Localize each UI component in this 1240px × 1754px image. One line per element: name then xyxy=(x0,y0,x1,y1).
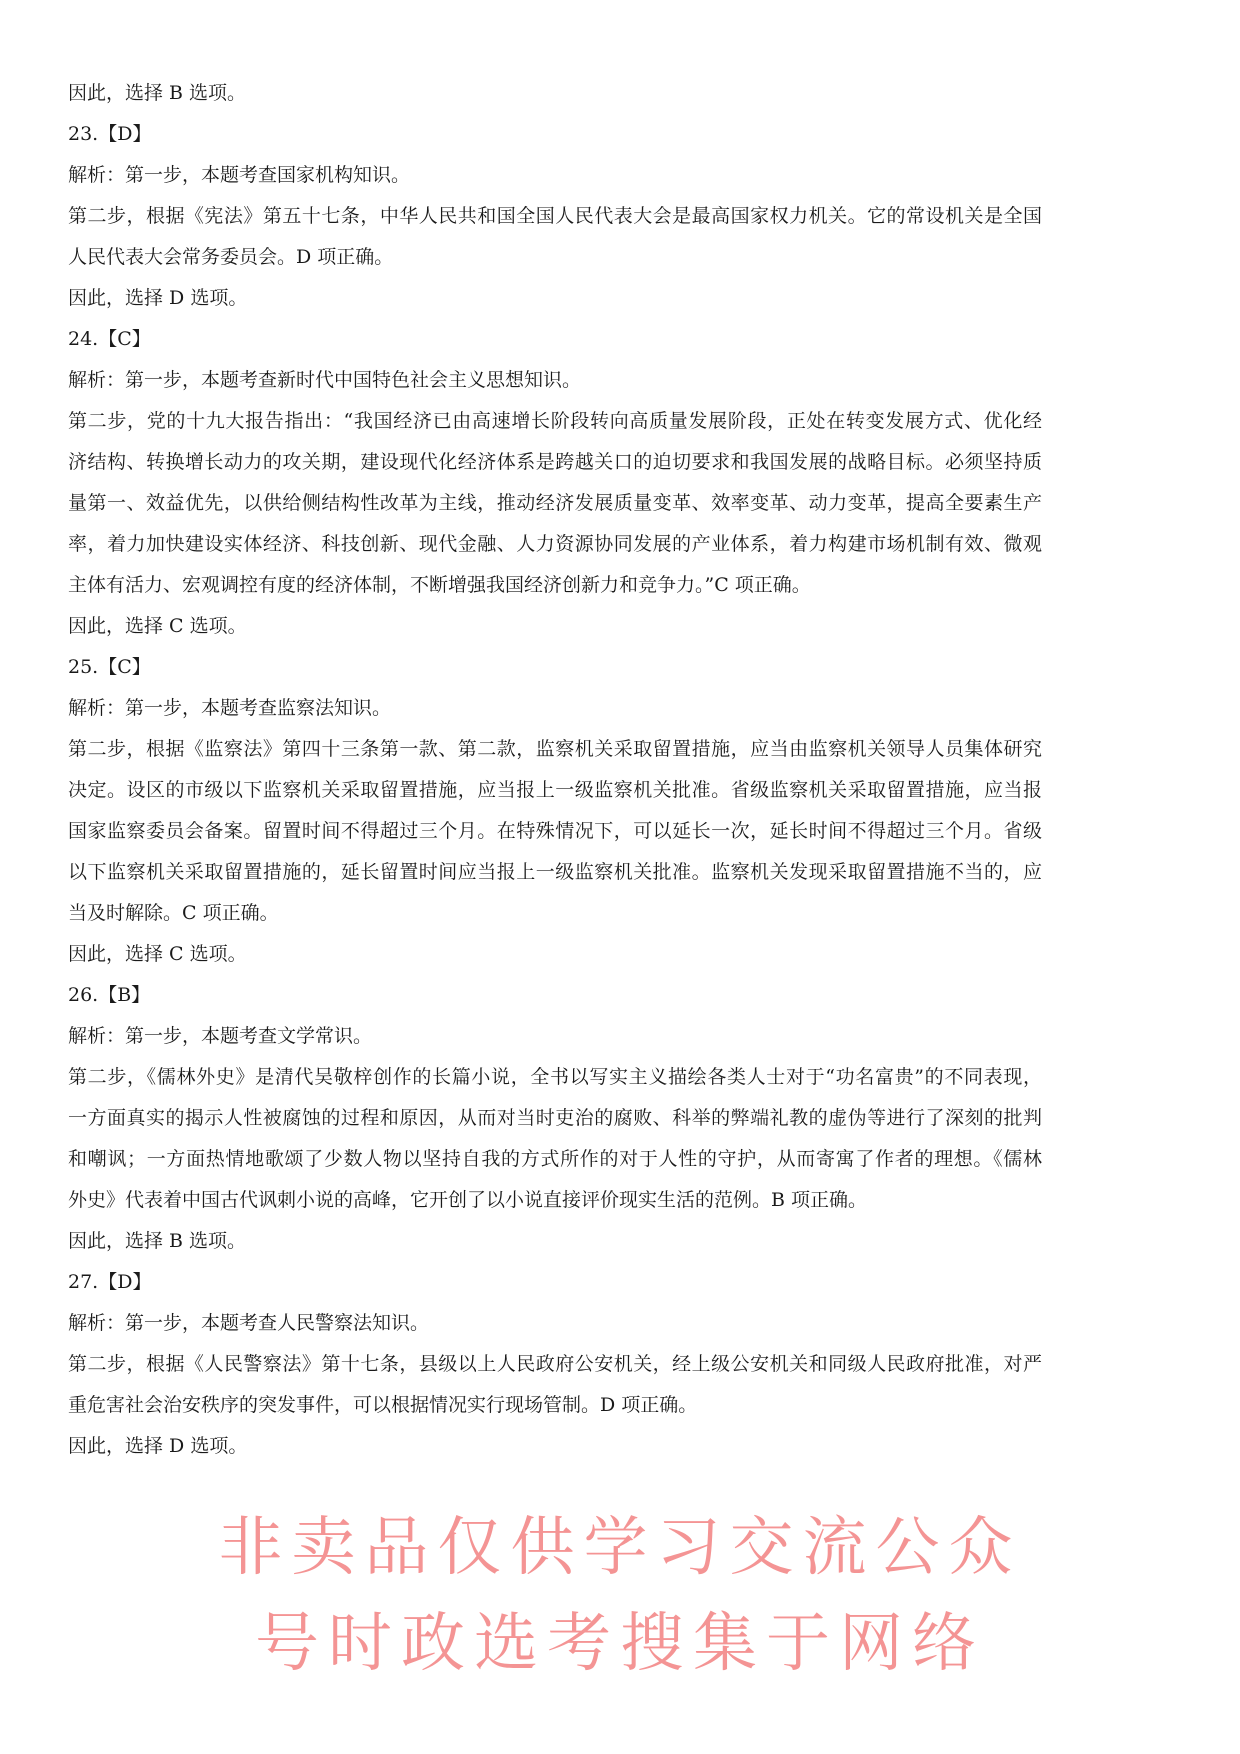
text-line: 第二步，《儒林外史》是清代吴敬梓创作的长篇小说，全书以写实主义描绘各类人士对于“功名富贵”的不同表现， xyxy=(68,1066,1042,1088)
text-line: 济结构、转换增长动力的攻关期，建设现代化经济体系是跨越关口的迫切要求和我国发展的战略目标。必须坚持质 xyxy=(68,451,1042,473)
text-line: 量第一、效益优先，以供给侧结构性改革为主线，推动经济发展质量变革、效率变革、动力变革，提高全要素生产 xyxy=(68,492,1042,514)
text-line: 重危害社会治安秩序的突发事件，可以根据情况实行现场管制。D 项正确。 xyxy=(68,1394,698,1416)
text-line: 第二步，党的十九大报告指出：“我国经济已由高速增长阶段转向高质量发展阶段，正处在转变发展方式、优化经 xyxy=(68,410,1042,432)
text-line: 率，着力加快建设实体经济、科技创新、现代金融、人力资源协同发展的产业体系，着力构建市场机制有效、微观 xyxy=(68,533,1042,555)
text-line: 第二步，根据《人民警察法》第十七条，县级以上人民政府公安机关，经上级公安机关和同级人民政府批准，对严 xyxy=(68,1353,1042,1375)
question-answer-heading: 23.【D】 xyxy=(68,123,152,145)
text-line: 决定。设区的市级以下监察机关采取留置措施，应当报上一级监察机关批准。省级监察机关采取留置措施，应当报 xyxy=(68,779,1042,801)
question-answer-heading: 27.【D】 xyxy=(68,1271,152,1293)
text-line: 第二步，根据《宪法》第五十七条，中华人民共和国全国人民代表大会是最高国家权力机关。它的常设机关是全国 xyxy=(68,205,1042,227)
conclusion-line: 因此，选择 B 选项。 xyxy=(68,1230,247,1252)
text-line: 第二步，根据《监察法》第四十三条第一款、第二款，监察机关采取留置措施，应当由监察机关领导人员集体研究 xyxy=(68,738,1042,760)
conclusion-line: 因此，选择 B 选项。 xyxy=(68,82,247,104)
analysis-step-one: 解析：第一步，本题考查监察法知识。 xyxy=(68,697,392,719)
question-answer-heading: 25.【C】 xyxy=(68,656,151,678)
text-line: 一方面真实的揭示人性被腐蚀的过程和原因，从而对当时吏治的腐败、科举的弊端礼教的虚伪等进行了深刻的批判 xyxy=(68,1107,1042,1129)
analysis-step-one: 解析：第一步，本题考查文学常识。 xyxy=(68,1025,373,1047)
analysis-step-one: 解析：第一步，本题考查人民警察法知识。 xyxy=(68,1312,430,1334)
text-line: 当及时解除。C 项正确。 xyxy=(68,902,279,924)
conclusion-line: 因此，选择 C 选项。 xyxy=(68,615,247,637)
text-line: 和嘲讽；一方面热情地歌颂了少数人物以坚持自我的方式所作的对于人性的守护，从而寄寓了作者的理想。《儒林 xyxy=(68,1148,1042,1170)
text-line: 以下监察机关采取留置措施的，延长留置时间应当报上一级监察机关批准。监察机关发现采取留置措施不当的，应 xyxy=(68,861,1042,883)
conclusion-line: 因此，选择 D 选项。 xyxy=(68,287,248,309)
watermark: 非卖品仅供学习交流公众号时政选考搜集于网络 xyxy=(218,1511,1022,1681)
document-body xyxy=(68,80,1042,1474)
conclusion-line: 因此，选择 D 选项。 xyxy=(68,1435,248,1457)
analysis-step-one: 解析：第一步，本题考查国家机构知识。 xyxy=(68,164,411,186)
conclusion-line: 因此，选择 C 选项。 xyxy=(68,943,247,965)
text-line: 主体有活力、宏观调控有度的经济体制，不断增强我国经济创新力和竞争力。”C 项正确。 xyxy=(68,574,811,596)
question-answer-heading: 24.【C】 xyxy=(68,328,151,350)
text-line: 国家监察委员会备案。留置时间不得超过三个月。在特殊情况下，可以延长一次，延长时间不得超过三个月。省级 xyxy=(68,820,1042,842)
text-line: 人民代表大会常务委员会。D 项正确。 xyxy=(68,246,394,268)
analysis-step-one: 解析：第一步，本题考查新时代中国特色社会主义思想知识。 xyxy=(68,369,582,391)
text-line: 外史》代表着中国古代讽刺小说的高峰，它开创了以小说直接评价现实生活的范例。B 项正确。 xyxy=(68,1189,868,1211)
question-answer-heading: 26.【B】 xyxy=(68,984,151,1006)
